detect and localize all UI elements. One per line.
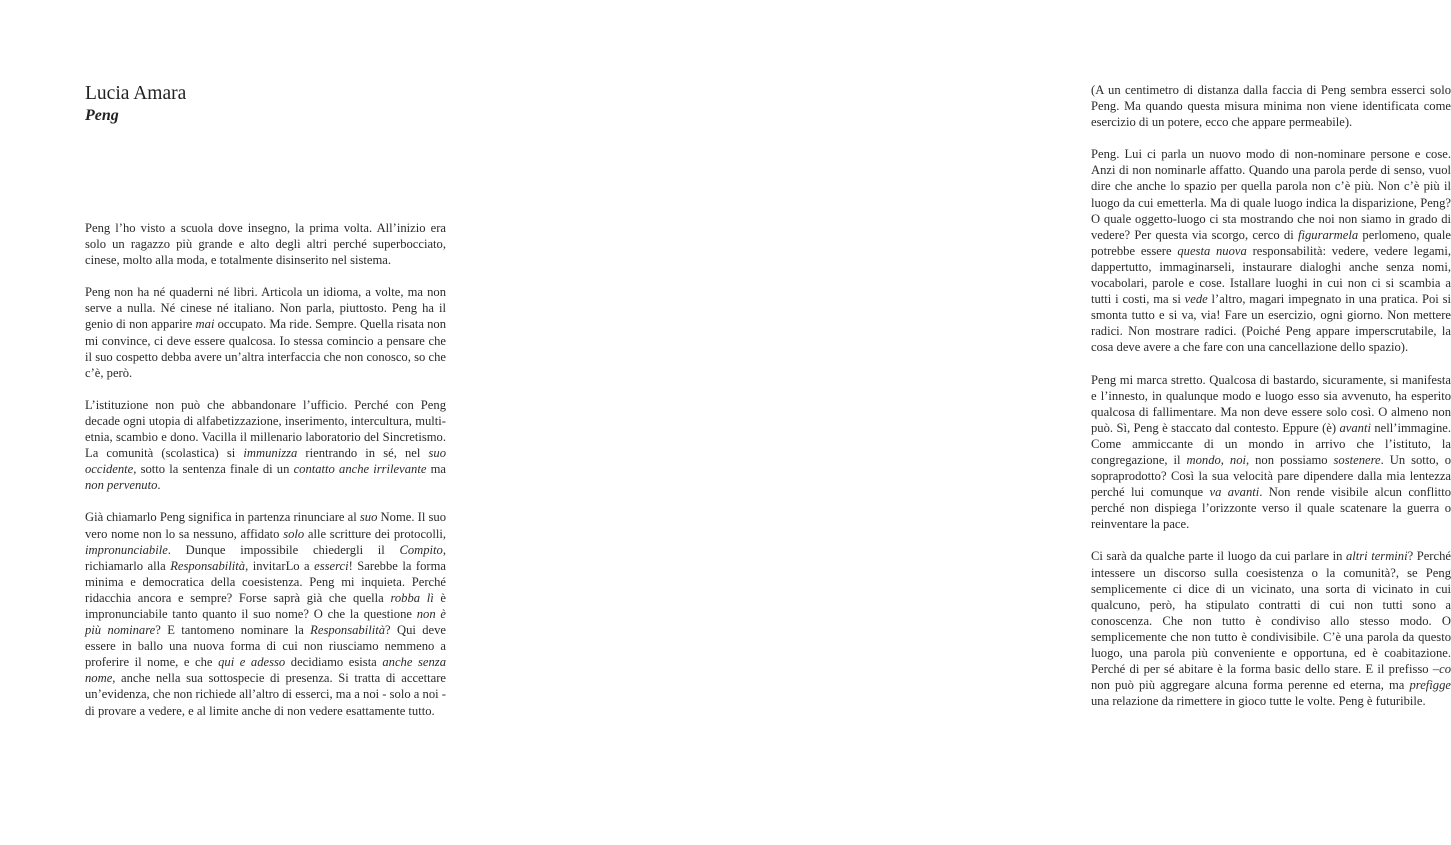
paragraph: L’istituzione non può che abbandonare l’ufficio. Perché con Peng decade ogni utopia di alfabetizzazione, inserimento, intercultura, multi-etnia, scambio e dono. Vacilla il millenario laboratorio del Sincretismo. La comunità (scolastica) si immunizza rientrando in sé, nel suo occidente, sotto la sentenza finale di un contatto anche irrilevante ma non pervenuto. xyxy=(85,397,446,493)
italic-text: non è più nominare xyxy=(85,606,446,638)
italic-text: vede xyxy=(1184,292,1208,307)
italic-text: co xyxy=(1439,662,1451,677)
italic-text: qui e adesso xyxy=(218,655,286,670)
italic-text: suo xyxy=(359,510,378,525)
italic-text: Compito xyxy=(399,542,443,557)
paragraph: Peng mi marca stretto. Qualcosa di bastardo, sicuramente, si manifesta e l’innesto, in qualunque modo e luogo esso sia avvenuto, ha esperito qualcosa di fallimentare. Ma non deve essere solo così. O almeno non può. Sì, Peng è staccato dal contesto. Eppure (è) avanti nell’immagine. Come ammiccante di un mondo in arrivo che l’istituto, la congregazione, il mondo, noi, non possiamo sostenere. Un sotto, o sopraprodotto? Così la sua velocità pare dipendere dalla mia lentezza perché lui comunque va avanti. Non rende visibile alcun conflitto perché non dispiega l’orizzonte verso il quale scatenare la guerra o reinventare la pace. xyxy=(1091,372,1451,532)
italic-text: figurarmela xyxy=(1297,227,1359,242)
right-text-column xyxy=(1091,82,1451,725)
italic-text: sostenere xyxy=(1333,452,1381,467)
paragraph: Peng. Lui ci parla un nuovo modo di non-nominare persone e cose. Anzi di non nominarle affatto. Quando una parola perde di senso, vuol dire che anche lo spazio per quella parola non c’è più. Non c’è più il luogo da cui emetterla. Ma di quale luogo indica la disparizione, Peng? O quale oggetto-luogo ci sta mostrando che noi non siamo in grado di vedere? Per questa via scorgo, cerco di figurarmela perlomeno, quale potrebbe essere questa nuova responsabilità: vedere, vedere legami, dappertutto, immaginarseli, instaurare dialoghi anche senza nomi, vocabolari, parole e cose. Istallare luoghi in cui non ci si scambia a tutti i costi, ma si vede l’altro, magari impegnato in una pratica. Poi si smonta tutto e si va, via! Fare un esercizio, ogni giorno. Non mettere radici. Non mostrare radici. (Poiché Peng appare imperscrutabile, la cosa deve avere a che fare con una cancellazione dello spazio). xyxy=(1091,147,1451,355)
italic-text: va avanti xyxy=(1209,485,1260,500)
italic-text: esserci xyxy=(314,558,349,573)
italic-text: noi xyxy=(1229,452,1247,467)
paragraph: Peng non ha né quaderni né libri. Articola un idioma, a volte, ma non serve a nulla. Né cinese né italiano. Non parla, piuttosto. Peng ha il genio di non apparire mai occupato. Ma ride. Sempre. Quella risata non mi convince, ci deve essere qualcosa. Io stessa comincio a pensare che il suo cospetto debba avere un’altra interfaccia che non conosco, so che c’è, però. xyxy=(85,285,446,380)
italic-text: immunizza xyxy=(243,446,298,461)
italic-text: Responsabilità xyxy=(310,623,386,638)
italic-text: questa nuova xyxy=(1177,243,1247,258)
right-page xyxy=(512,0,1451,845)
italic-text: avanti xyxy=(1339,420,1371,435)
paragraph: Già chiamarlo Peng significa in partenza rinunciare al suo Nome. Il suo vero nome non lo sa nessuno, affidato solo alle scritture dei protocolli, impronunciabile. Dunque impossibile chiedergli il Compito, richiamarlo alla Responsabilità, invitarLo a esserci! Sarebbe la forma minima e democratica della coesistenza. Peng mi inquieta. Perché ridacchia ancora e sempre? Forse saprà già che quella robba lì è impronunciabile tanto quanto il suo nome? O che la questione non è più nominare? E tantomeno nominare la Responsabilità? Qui deve essere in ballo una nuova forma di cui non riusciamo nemmeno a proferire il nome, e che qui e adesso decidiamo esista anche senza nome, anche nella sua sottospecie di presenza. Si tratta di accettare un’evidenza, che non richiede all’altro di esserci, ma a noi - solo a noi - di provare a vedere, e al limite anche di non vedere esattamente tutto. xyxy=(85,510,446,718)
paragraph: Ci sarà da qualche parte il luogo da cui parlare in altri termini? Perché intessere un discorso sulla coesistenza o la comunità?, se Peng semplicemente ci dice di un vicinato, una sorta di vicinato in cui qualcuno, però, ha stipulato contratti di cui non tutti sono a conoscenza. Che non tutto è condiviso allo stesso modo. O semplicemente che non tutto è condivisibile. C’è una parola da questo luogo, una parola più conveniente e opportuna, ed è coabitazione. Perché di per sé abitare è la forma basic dello stare. E il prefisso –co non può più aggregare alcuna forma perenne ed eterna, ma prefigge una relazione da rimettere in gioco tutte le volte. Peng è futuribile. xyxy=(1091,549,1451,709)
paragraph: Peng l’ho visto a scuola dove insegno, la prima volta. All’inizio era solo un ragazzo più grande e alto degli altri perché superbocciato, cinese, molto alla moda, e totalmente disinserito nel sistema. xyxy=(85,221,446,268)
italic-text: contatto anche irrilevante xyxy=(293,462,427,477)
italic-text: mai xyxy=(195,317,215,332)
paragraph: (A un centimetro di distanza dalla faccia di Peng sembra esserci solo Peng. Ma quando questa misura minima non viene identificata come esercizio di un potere, ecco che appare permeabile). xyxy=(1091,83,1451,130)
italic-text: robba lì xyxy=(390,590,434,605)
article-title: Peng xyxy=(85,107,119,124)
italic-text: non pervenuto xyxy=(85,478,158,493)
left-text-column xyxy=(85,220,446,735)
italic-text: impronunciabile xyxy=(85,542,168,557)
italic-text: solo xyxy=(283,526,305,541)
author-name: Lucia Amara xyxy=(85,83,187,104)
italic-text: Responsabilità xyxy=(170,558,246,573)
italic-text: anche senza nome xyxy=(85,655,446,686)
italic-text: suo occidente xyxy=(85,446,446,477)
italic-text: altri termini xyxy=(1345,549,1408,564)
italic-text: mondo xyxy=(1186,452,1221,467)
left-page xyxy=(0,0,512,845)
italic-text: prefigge xyxy=(1409,678,1451,693)
